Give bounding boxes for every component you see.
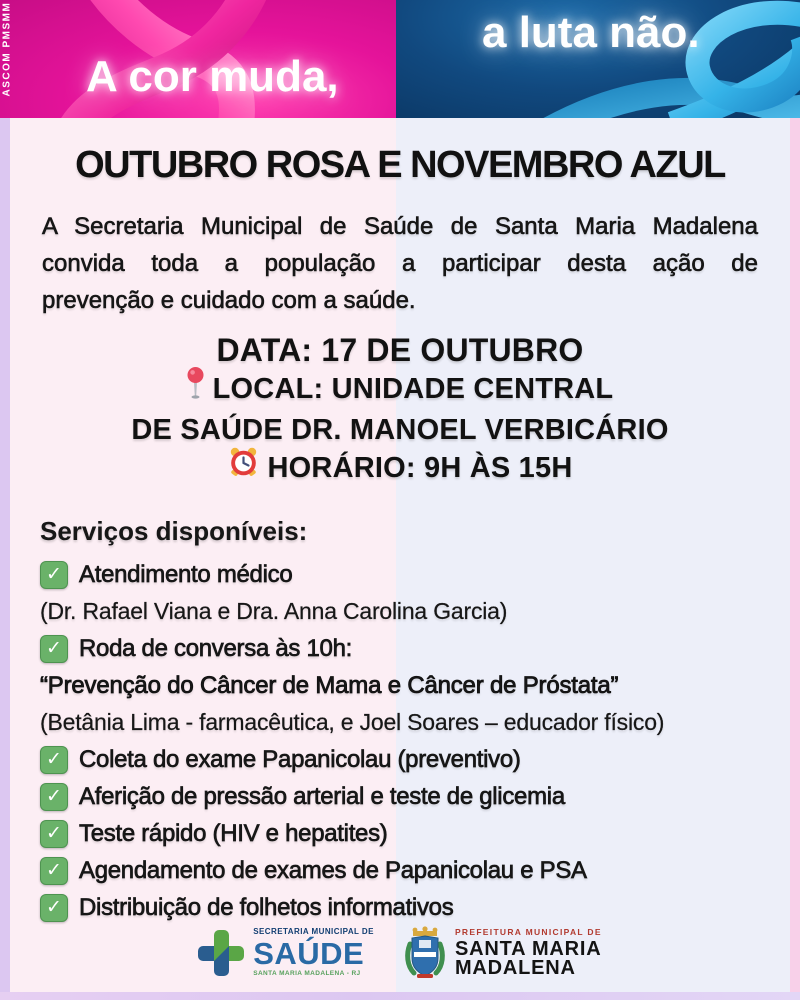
service-text: Aferição de pressão arterial e teste de glicemia xyxy=(79,783,565,810)
poster-body xyxy=(0,118,800,992)
check-icon: ✓ xyxy=(40,783,68,811)
check-icon: ✓ xyxy=(40,894,68,922)
service-line xyxy=(40,778,760,815)
service-quote: “Prevenção do Câncer de Mama e Câncer de Próstata” xyxy=(40,672,619,699)
health-logo-line3: SANTA MARIA MADALENA - RJ xyxy=(253,970,361,978)
event-location-text1: LOCAL: UNIDADE CENTRAL xyxy=(212,373,614,406)
event-location-text2: DE SAÚDE DR. MANOEL VERBICÁRIO xyxy=(131,414,669,446)
intro-paragraph xyxy=(42,208,758,319)
service-line xyxy=(40,704,760,741)
alarm-clock-icon xyxy=(228,447,259,488)
intro-line: prevenção e cuidado com a saúde. xyxy=(42,287,416,314)
intro-line: convida toda a população a participar desta ação de xyxy=(42,250,758,277)
service-note: (Dr. Rafael Viana e Dra. Anna Carolina Garcia) xyxy=(40,598,508,624)
service-line xyxy=(40,889,760,926)
city-logo-line1: PREFEITURA MUNICIPAL DE xyxy=(454,927,602,938)
service-line xyxy=(40,667,760,704)
health-cross-icon xyxy=(198,930,244,976)
check-icon: ✓ xyxy=(40,820,68,848)
service-text: Atendimento médico xyxy=(79,561,293,588)
top-banner xyxy=(0,0,800,118)
event-location-line2 xyxy=(10,412,790,449)
slogan-right: a luta não. xyxy=(482,8,700,57)
health-logo-text xyxy=(253,928,374,978)
city-logo-line2: SANTA MARIA xyxy=(454,937,602,960)
check-icon: ✓ xyxy=(40,857,68,885)
event-hours-text: HORÁRIO: 9H ÀS 15H xyxy=(267,452,573,485)
service-line xyxy=(40,852,760,889)
footer-logos xyxy=(10,926,790,992)
check-icon: ✓ xyxy=(40,561,68,589)
services-section xyxy=(40,514,760,926)
city-coat-of-arms-icon xyxy=(404,926,446,980)
health-department-logo xyxy=(198,928,374,978)
service-text: Agendamento de exames de Papanicolau e PSA xyxy=(79,857,587,884)
check-icon: ✓ xyxy=(40,746,68,774)
service-text: Distribuição de folhetos informativos xyxy=(79,894,454,921)
service-line xyxy=(40,593,760,630)
service-text: Roda de conversa às 10h: xyxy=(79,635,352,662)
event-date: DATA: 17 DE OUTUBRO xyxy=(216,332,584,368)
service-line xyxy=(40,630,760,667)
intro-line: A Secretaria Municipal de Saúde de Santa Maria Madalena xyxy=(42,213,758,240)
city-logo-line3: MADALENA xyxy=(454,956,576,979)
check-icon: ✓ xyxy=(40,635,68,663)
service-note: (Betânia Lima - farmacêutica, e Joel Soares – educador físico) xyxy=(40,709,665,735)
pink-banner-panel xyxy=(0,0,396,118)
service-line xyxy=(40,556,760,593)
page-title: OUTUBRO ROSA E NOVEMBRO AZUL xyxy=(75,144,725,186)
blue-banner-panel xyxy=(396,0,800,118)
location-pin-icon xyxy=(187,367,204,410)
services-heading: Serviços disponíveis: xyxy=(40,516,308,546)
bottom-border-strip xyxy=(0,992,800,1000)
event-hours-line xyxy=(10,449,790,490)
slogan-left: A cor muda, xyxy=(86,52,339,101)
service-text: Teste rápido (HIV e hepatites) xyxy=(79,820,388,847)
city-hall-logo xyxy=(404,926,602,980)
event-details xyxy=(10,332,790,490)
service-text: Coleta do exame Papanicolau (preventivo) xyxy=(79,746,521,773)
photo-credit: ASCOM PMSMM xyxy=(1,1,13,97)
service-line xyxy=(40,741,760,778)
city-logo-text xyxy=(455,928,602,978)
service-line xyxy=(40,815,760,852)
health-logo-line2: SAÚDE xyxy=(253,936,365,972)
health-logo-line1: SECRETARIA MUNICIPAL DE xyxy=(253,927,374,937)
event-location-line1 xyxy=(10,369,790,412)
